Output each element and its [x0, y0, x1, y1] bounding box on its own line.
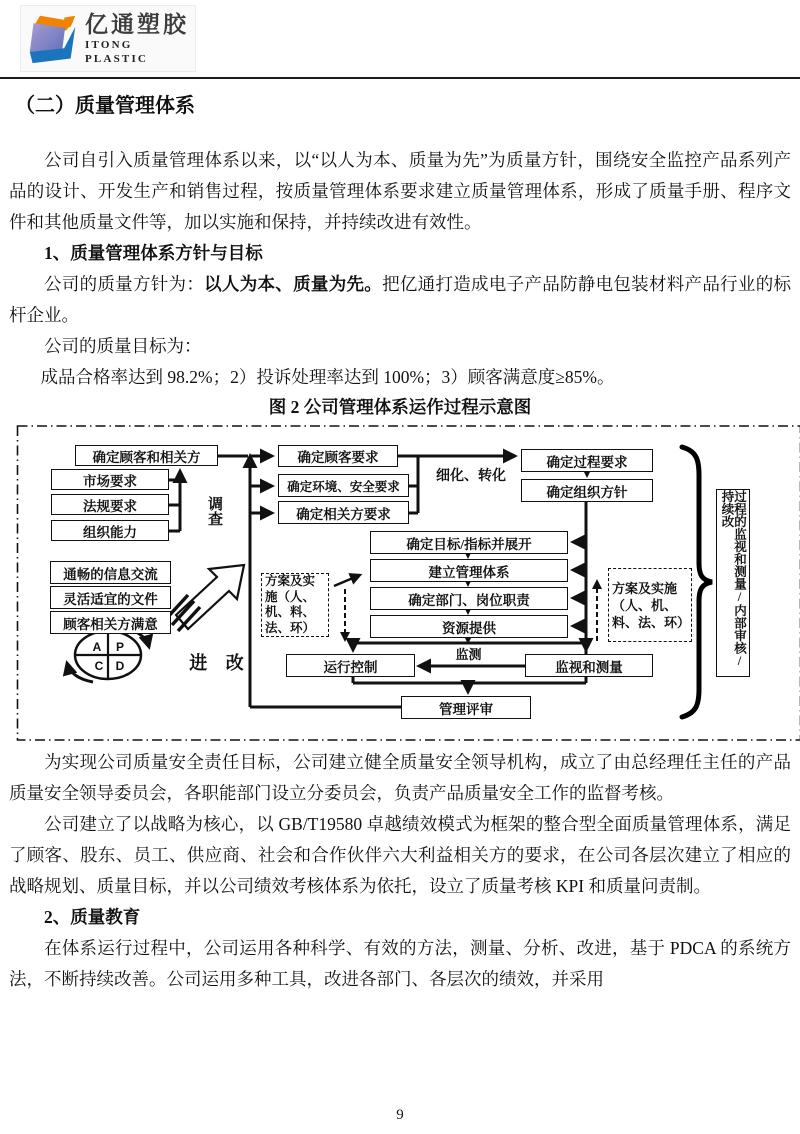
box-process-req: 确定过程要求 — [521, 449, 653, 472]
pdca-circle — [75, 631, 141, 679]
box-establish-system: 建立管理体系 — [370, 559, 568, 582]
paragraph-policy — [9, 269, 791, 331]
label-survey: 调查 — [206, 496, 222, 526]
logo-english-name: ITONG PLASTIC — [85, 38, 149, 65]
paragraph-safety-org: 为实现公司质量安全责任目标，公司建立健全质量安全领导机构，成立了由总经理任主任的产品质量安全领导委员会，各职能部门设立分委员会，负责产品质量安全工作的监督考核。 — [9, 752, 791, 803]
box-customer-req: 确定顾客要求 — [278, 445, 398, 467]
policy-suffix: 把亿通打造成电子产品防静电包装材料产品行业的标杆企业。 — [9, 274, 792, 325]
box-resources: 资源提供 — [370, 615, 568, 638]
paragraph-gbt19580: 公司建立了以战略为核心，以 GB/T19580 卓越绩效模式为框架的整合型全面质量管理体系，满足了顾客、股东、员工、供应商、社会和合作伙伴六大利益相关方的要求，在公司各层次建立了相应的战略规划、质量目标，并以公司绩效考核体系为依托，设立了质量考核 KPI 和质量问责制。 — [9, 814, 791, 896]
paragraph-education: 在体系运行过程中，公司运用各种科学、有效的方法，测量、分析、改进，基于 PDCA 的系统方法，不断持续改善。公司运用多种工具，改进各部门、各层次的绩效，并采用 — [9, 938, 791, 989]
main-content — [0, 79, 800, 995]
box-customer-related: 确定顾客和相关方 — [75, 445, 218, 466]
label-monitor: 监测 — [455, 647, 482, 662]
label-refine-transform: 细化、转化 — [436, 469, 506, 484]
box-env-safety-req: 确定环境、安全要求 — [278, 474, 409, 497]
box-operation-control: 运行控制 — [286, 654, 415, 677]
box-regulation: 法规要求 — [51, 494, 169, 515]
paragraph-intro: 公司自引入质量管理体系以来，以“以人为本、质量为先”为质量方针，围绕安全监控产品系列产品的设计、开发生产和销售过程，按质量管理体系要求建立质量管理体系，形成了质量手册、程序文件和其他质量文件等，加以实施和保持，并持续改进有效性。 — [9, 150, 791, 232]
box-market: 市场要求 — [51, 469, 169, 490]
section-heading-2: 2、质量教育 — [44, 907, 141, 927]
policy-prefix: 公司的质量方针为： — [44, 274, 205, 294]
box-plan-impl-left: 方案及实施（人、机、料、法、环） — [261, 573, 329, 637]
box-objectives: 确定目标/指标并展开 — [370, 531, 568, 554]
pdca-letter-d: D — [115, 659, 125, 673]
box-related-req: 确定相关方要求 — [278, 501, 409, 524]
label-improve: 进 改 — [189, 653, 251, 673]
paragraph-goal-intro: 公司的质量目标为： — [44, 336, 202, 356]
page-number: 9 — [396, 1107, 404, 1123]
box-satisfaction: 顾客相关方满意 — [50, 611, 171, 634]
figure-caption: 图 2 公司管理体系运作过程示意图 — [268, 397, 532, 417]
side-note-process-monitoring: 过程的监视和测量/内部审核/持续改 — [716, 489, 750, 677]
pdca-letter-c: C — [94, 659, 104, 673]
box-monitor-measure: 监视和测量 — [525, 654, 653, 677]
box-dept-duty: 确定部门、岗位职责 — [370, 587, 568, 610]
pdca-letter-p: P — [115, 640, 124, 654]
box-info-flow: 通畅的信息交流 — [50, 561, 171, 584]
company-logo — [20, 5, 196, 72]
quality-goals: 成品合格率达到 98.2%；2）投诉处理率达到 100%；3）顾客满意度≥85%。 — [40, 367, 615, 387]
logo-chinese-name: 亿通塑胶 — [85, 11, 189, 37]
box-org-policy: 确定组织方针 — [521, 479, 653, 502]
section-heading-1: 1、质量管理体系方针与目标 — [44, 243, 263, 263]
policy-bold: 以人为本、质量为先。 — [204, 274, 383, 294]
box-capability: 组织能力 — [51, 520, 169, 541]
box-mgmt-review: 管理评审 — [401, 696, 531, 719]
logo-icon — [27, 12, 79, 66]
pdca-letter-a: A — [92, 640, 102, 654]
page-title: （二）质量管理体系 — [15, 95, 195, 117]
management-system-diagram — [16, 423, 800, 743]
box-flexible-docs: 灵活适宜的文件 — [50, 586, 171, 609]
box-plan-impl-right: 方案及实施（人、机、料、法、环） — [608, 568, 692, 642]
